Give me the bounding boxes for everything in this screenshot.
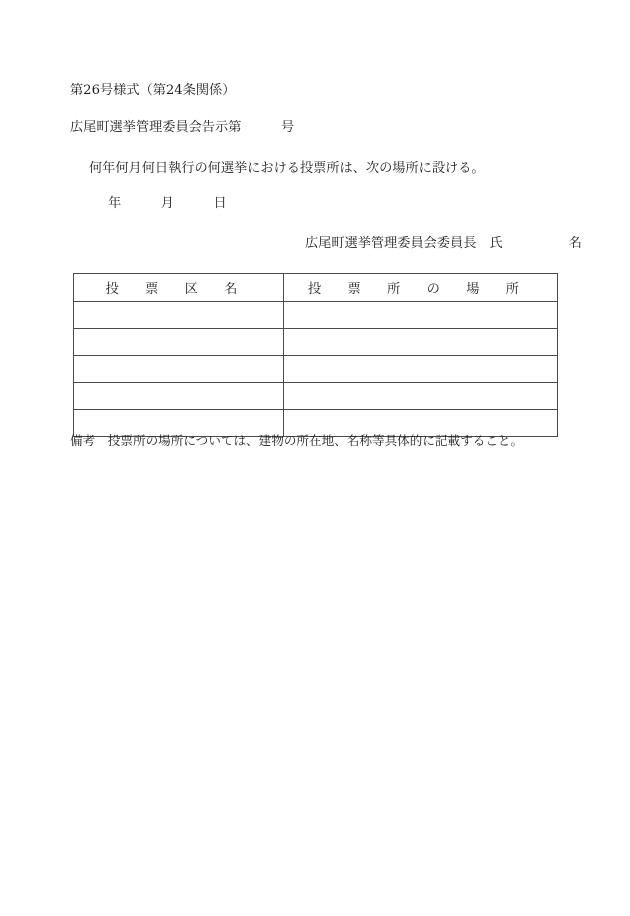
- polling-place-table: [73, 273, 558, 437]
- cell-place[interactable]: [284, 356, 558, 383]
- form-number: 第26号様式（第24条関係）: [70, 83, 236, 98]
- table-row: [74, 329, 558, 356]
- cell-district[interactable]: [74, 302, 284, 329]
- remark-note: 備考 投票所の場所については、建物の所在地、名称等具体的に記載すること。: [70, 433, 524, 448]
- notice-number: 広尾町選挙管理委員会告示第 号: [70, 120, 295, 135]
- table-header-label-place: 投 票 所 の 場 所: [308, 282, 519, 297]
- table-row: [74, 302, 558, 329]
- table-row: [74, 383, 558, 410]
- table-row: [74, 356, 558, 383]
- table-header-cell-place: [284, 274, 558, 302]
- polling-place-table-wrap: [73, 273, 557, 437]
- cell-district[interactable]: [74, 356, 284, 383]
- cell-place[interactable]: [284, 329, 558, 356]
- body-paragraph: 何年何月何日執行の何選挙における投票所は、次の場所に設ける。: [89, 161, 485, 176]
- cell-district[interactable]: [74, 383, 284, 410]
- signer-line: 広尾町選挙管理委員会委員長 氏 名: [305, 236, 582, 251]
- table-header-label-district: 投 票 区 名: [105, 282, 238, 297]
- table-header-cell-district: [74, 274, 284, 302]
- cell-district[interactable]: [74, 329, 284, 356]
- table-header-row: [74, 274, 558, 302]
- cell-place[interactable]: [284, 302, 558, 329]
- date-line: 年 月 日: [108, 196, 227, 211]
- cell-place[interactable]: [284, 383, 558, 410]
